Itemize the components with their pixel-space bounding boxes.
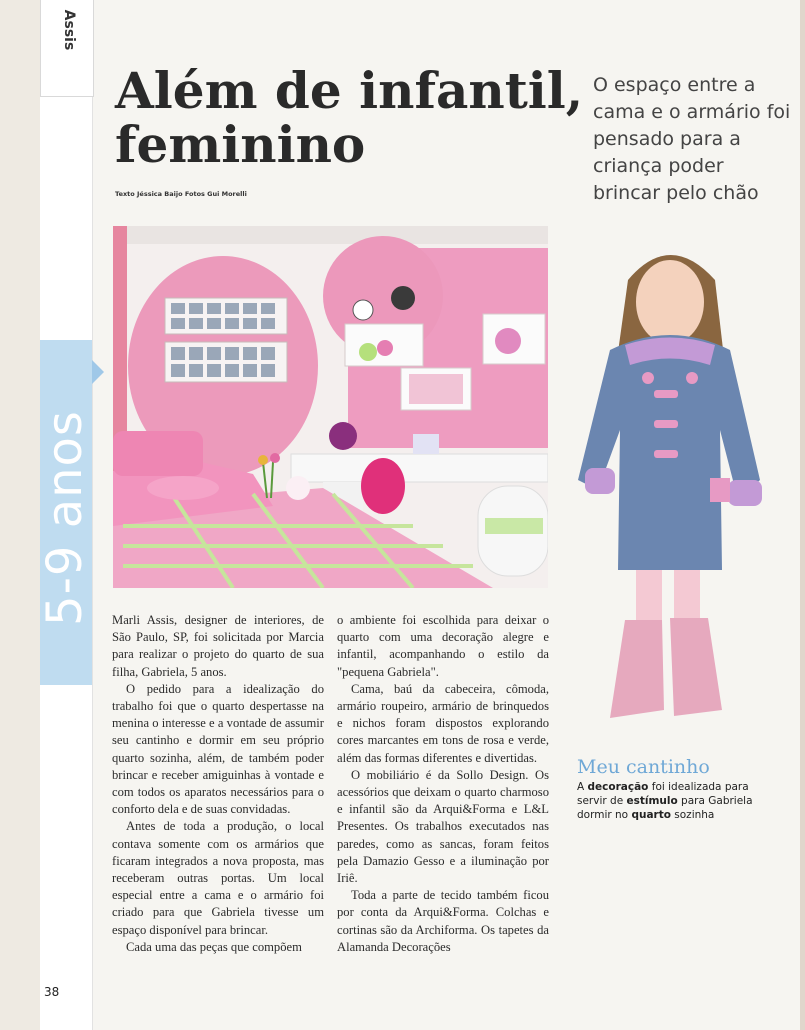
bedroom-illustration <box>113 226 548 588</box>
page-number: 38 <box>44 985 60 999</box>
headline-line-1: Além de infantil, <box>115 61 584 120</box>
page-edge <box>800 0 805 1030</box>
headline-line-2: feminino <box>115 115 366 174</box>
deck-text: O espaço entre a cama e o armário foi pensado para a criança poder brincar pelo chão <box>593 74 791 204</box>
bedroom-photo <box>113 226 548 588</box>
triangle-marker-icon <box>92 360 104 384</box>
paragraph: o ambiente foi escolhida para deixar o quarto com uma decoração alegre e infantil, acompanhando o estilo da "pequena Gabriela". <box>337 613 549 679</box>
paragraph: Toda a parte de tecido também ficou por conta da Arqui&Forma. Colchas e cortinas são da Archiforma. Os tapetes da Alamanda Decorações <box>337 888 549 954</box>
paragraph: O mobiliário é da Sollo Design. Os acessórios que deixam o quarto charmoso e infantil são da Arqui&Forma e L&L Presentes. Os trabalhos executados nas paredes, como as sancas, foram feitos pela Damazio Gesso e a iluminação por Iriê. <box>337 767 549 886</box>
section-tab <box>40 0 94 97</box>
body-column-1 <box>112 612 324 956</box>
caption-text: A decoração foi idealizada para servir de estímulo para Gabriela dormir no quarto sozinha <box>577 781 753 821</box>
headline <box>115 61 595 174</box>
paragraph: Antes de toda a produção, o local contava somente com os armários que ficaram integrados a nova proposta, mas receberam outras portas. Um local especial entre a cama e o armário foi criado para que Gabriela tivesse um espaço disponível para brincar. <box>112 819 324 937</box>
paragraph: O pedido para a idealização do trabalho foi que o quarto despertasse na menina o interesse e a vontade de assumir seu cantinho e dormir em seu próprio quarto sozinha, além, de também poder brincar e receber amiguinhas à vontade e com todos os aparatos necessários para o conforto dela e de suas convidadas. <box>112 681 324 817</box>
paragraph: Marli Assis, designer de interiores, de São Paulo, SP, foi solicitada por Marcia para realizar o projeto do quarto de sua filha, Gabriela, 5 anos. <box>112 613 324 679</box>
girl-photo <box>570 240 770 740</box>
age-group-label: 5-9 anos <box>37 410 93 626</box>
paragraph: Cama, baú da cabeceira, cômoda, armário roupeiro, armário de brinquedos e nichos foram dispostos explorando cores marcantes em tons de rosa e verde, além das formas diferentes e divertidas. <box>337 681 549 765</box>
caption-title: Meu cantinho <box>577 756 710 778</box>
credits: Texto Jéssica Baijo Fotos Gui Morelli <box>115 190 247 198</box>
body-column-2 <box>337 612 549 956</box>
section-label: Assis <box>61 9 77 51</box>
page-gutter <box>0 0 40 1030</box>
age-group-box <box>37 340 93 685</box>
girl-illustration <box>570 240 770 740</box>
paragraph: Cada uma das peças que compõem <box>126 939 302 954</box>
